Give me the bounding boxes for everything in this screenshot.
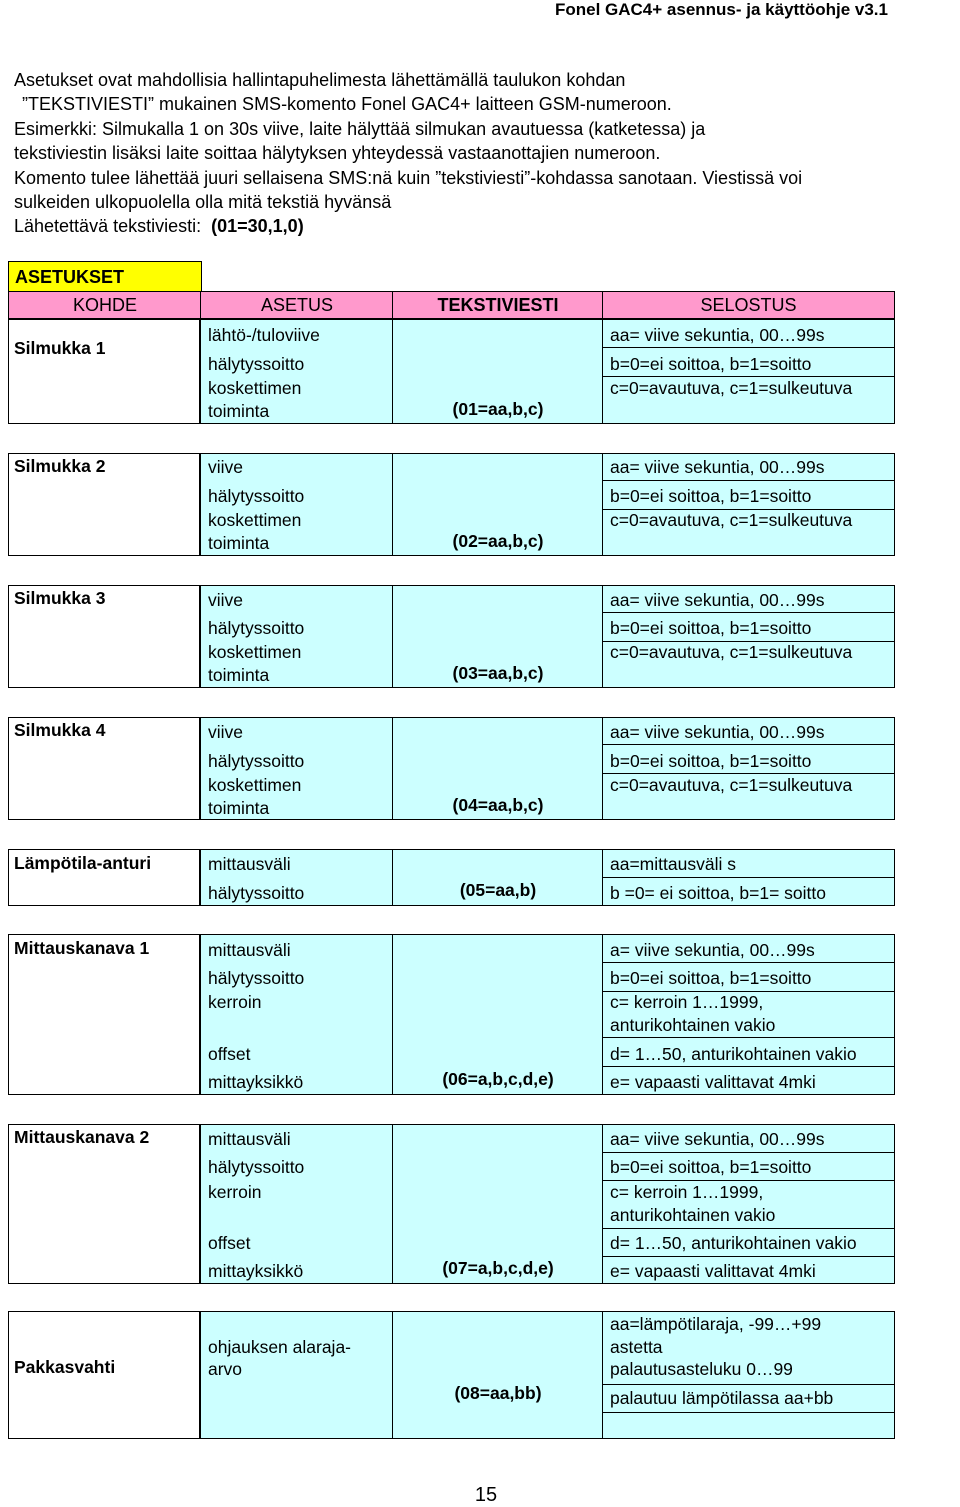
asetus-label: toiminta [208, 798, 270, 818]
kohde-label: Mittauskanava 1 [14, 938, 150, 958]
asetus-label: kerroin [208, 992, 262, 1012]
asetus-label: ohjauksen alaraja- [208, 1337, 352, 1357]
asetus-label: arvo [208, 1359, 243, 1379]
selostus-label: b=0=ei soittoa, b=1=soitto [610, 486, 812, 506]
asetus-label: mittayksikkö [208, 1261, 304, 1281]
selostus-label: palautusasteluku 0…99 [610, 1359, 793, 1379]
kohde-cell [8, 319, 200, 424]
tekstiviesti-cell [392, 1311, 604, 1439]
asetus-label: toiminta [208, 665, 270, 685]
row-divider [602, 1037, 895, 1038]
asetus-label: lähtö-/tuloviive [208, 325, 320, 345]
selostus-label: a= viive sekuntia, 00…99s [610, 940, 815, 960]
selostus-label: aa= viive sekuntia, 00…99s [610, 1129, 825, 1149]
selostus-label: aa= viive sekuntia, 00…99s [610, 325, 825, 345]
kohde-label: Silmukka 1 [14, 338, 106, 358]
example-value: (01=30,1,0) [211, 216, 304, 237]
selostus-label: b=0=ei soittoa, b=1=soitto [610, 751, 812, 771]
kohde-label: Silmukka 3 [14, 588, 106, 608]
selostus-label: b=0=ei soittoa, b=1=soitto [610, 354, 812, 374]
asetus-label: mittausväli [208, 854, 291, 874]
selostus-label: palautuu lämpötilassa aa+bb [610, 1388, 834, 1408]
asetus-label: koskettimen [208, 378, 302, 398]
row-divider [602, 877, 895, 878]
asetus-label: kerroin [208, 1182, 262, 1202]
kohde-cell [8, 1124, 200, 1284]
asetus-label: hälytyssoitto [208, 486, 305, 506]
selostus-label: aa= viive sekuntia, 00…99s [610, 457, 825, 477]
example-line [14, 214, 958, 238]
selostus-label: d= 1…50, anturikohtainen vakio [610, 1044, 857, 1064]
asetus-label: koskettimen [208, 642, 302, 662]
selostus-label: c=0=avautuva, c=1=sulkeutuva [610, 775, 853, 795]
row-divider [602, 612, 895, 613]
selostus-label: anturikohtainen vakio [610, 1205, 776, 1225]
selostus-label: c= kerroin 1…1999, [610, 1182, 764, 1202]
asetus-label: koskettimen [208, 775, 302, 795]
intro-line: Esimerkki: Silmukalla 1 on 30s viive, laite hälyttää silmukan avautuessa (katketessa) ja [14, 118, 706, 139]
selostus-label: b =0= ei soittoa, b=1= soitto [610, 883, 826, 903]
asetus-label: toiminta [208, 401, 270, 421]
intro-line: ”TEKSTIVIESTI” mukainen SMS-komento Fonel GAC4+ laitteen GSM-numeroon. [22, 94, 672, 115]
asetus-label: viive [208, 457, 244, 477]
header-tekstiviesti: TEKSTIVIESTI [392, 291, 604, 319]
selostus-label: aa= viive sekuntia, 00…99s [610, 722, 825, 742]
row-divider [602, 1228, 895, 1229]
selostus-label: e= vapaasti valittavat 4mki [610, 1072, 816, 1092]
intro-line: tekstiviestin lisäksi laite soittaa hälytyksen yhteydessä vastaanottajien numeroon. [14, 143, 661, 164]
tekstiviesti-value: (06=a,b,c,d,e) [442, 1069, 554, 1089]
tekstiviesti-value: (02=aa,b,c) [452, 531, 544, 551]
intro-line: Komento tulee lähettää juuri sellaisena SMS:nä kuin ”tekstiviesti”-kohdassa sanotaan. Viestissä voi [14, 167, 803, 188]
tekstiviesti-value: (01=aa,b,c) [452, 399, 544, 419]
header-asetus: ASETUS [200, 291, 394, 319]
intro-line: Asetukset ovat mahdollisia hallintapuhelimesta lähettämällä taulukon kohdan [14, 70, 626, 90]
tekstiviesti-value: (03=aa,b,c) [452, 663, 544, 683]
example-label: Lähetettävä tekstiviesti: [14, 216, 202, 237]
kohde-label: Lämpötila-anturi [14, 853, 152, 873]
selostus-label: aa=lämpötilaraja, -99…+99 [610, 1314, 822, 1334]
row-divider [602, 1152, 895, 1153]
header-kohde: KOHDE [8, 291, 202, 319]
tekstiviesti-value: (05=aa,b) [459, 880, 537, 900]
asetus-label: hälytyssoitto [208, 1157, 305, 1177]
asetus-label: viive [208, 590, 244, 610]
selostus-label: b=0=ei soittoa, b=1=soitto [610, 1157, 812, 1177]
row-divider [602, 1412, 895, 1413]
asetus-label: mittausväli [208, 1129, 291, 1149]
page-header: Fonel GAC4+ asennus- ja käyttöohje v3.1 [554, 0, 888, 19]
intro-text [14, 68, 958, 239]
row-divider [602, 1066, 895, 1067]
asetus-label: offset [208, 1233, 251, 1253]
selostus-label: c= kerroin 1…1999, [610, 992, 764, 1012]
selostus-label: e= vapaasti valittavat 4mki [610, 1261, 816, 1281]
kohde-label: Pakkasvahti [14, 1357, 116, 1377]
asetus-label: hälytyssoitto [208, 751, 305, 771]
row-divider [602, 744, 895, 745]
tekstiviesti-value: (04=aa,b,c) [452, 795, 544, 815]
row-divider [602, 480, 895, 481]
asetus-label: mittayksikkö [208, 1072, 304, 1092]
asetus-label: koskettimen [208, 510, 302, 530]
row-divider [602, 347, 895, 348]
row-divider [602, 1256, 895, 1257]
selostus-label: anturikohtainen vakio [610, 1015, 776, 1035]
selostus-label: astetta [610, 1337, 663, 1357]
row-divider [602, 962, 895, 963]
selostus-label: d= 1…50, anturikohtainen vakio [610, 1233, 857, 1253]
selostus-label: c=0=avautuva, c=1=sulkeutuva [610, 642, 853, 662]
selostus-label: c=0=avautuva, c=1=sulkeutuva [610, 510, 853, 530]
asetus-label: hälytyssoitto [208, 968, 305, 988]
asetus-label: viive [208, 722, 244, 742]
kohde-label: Mittauskanava 2 [14, 1127, 150, 1147]
asetus-label: hälytyssoitto [208, 883, 305, 903]
page-number: 15 [474, 1484, 498, 1506]
selostus-label: b=0=ei soittoa, b=1=soitto [610, 618, 812, 638]
row-divider [602, 1384, 895, 1385]
kohde-label: Silmukka 2 [14, 456, 106, 476]
asetus-label: hälytyssoitto [208, 354, 305, 374]
intro-line: sulkeiden ulkopuolella olla mitä tekstiä hyvänsä [14, 192, 392, 213]
selostus-label: c=0=avautuva, c=1=sulkeutuva [610, 378, 853, 398]
selostus-label: b=0=ei soittoa, b=1=soitto [610, 968, 812, 988]
asetus-label: hälytyssoitto [208, 618, 305, 638]
selostus-label: aa=mittausväli s [610, 854, 736, 874]
asetus-label: toiminta [208, 533, 270, 553]
tekstiviesti-value: (07=a,b,c,d,e) [442, 1258, 554, 1278]
asetus-label: offset [208, 1044, 251, 1064]
asetus-label: mittausväli [208, 940, 291, 960]
kohde-label: Silmukka 4 [14, 720, 106, 740]
selostus-label: aa= viive sekuntia, 00…99s [610, 590, 825, 610]
header-selostus: SELOSTUS [602, 291, 895, 319]
table-title: ASETUKSET [8, 261, 202, 292]
tekstiviesti-value: (08=aa,bb) [454, 1383, 542, 1403]
